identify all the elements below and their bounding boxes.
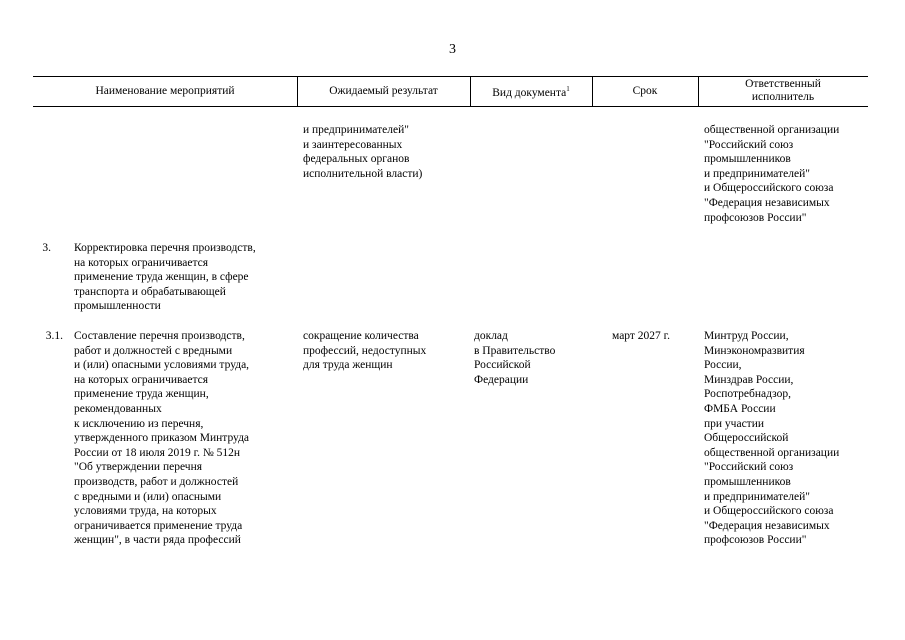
header-col-executor [698, 76, 868, 106]
header-col-result-label: Ожидаемый результат [329, 84, 438, 97]
header-col-name [33, 76, 297, 106]
footnote-marker: 1 [566, 84, 570, 93]
header-col-name-label: Наименование мероприятий [95, 84, 235, 97]
header-col-document [470, 76, 592, 106]
row-3-number: 3. [42, 242, 51, 254]
row-3-1-number: 3.1. [45, 330, 63, 342]
row-3-1-executor: Минтруд России, Минэкономразвития России, Минздрав России, Роспотребнадзор, ФМБА России при участии Общероссийской общественной организации "Российский союз промышленников и предпринимателей" и Общероссийского союза "Федерация независимых профсоюзов России" [704, 330, 840, 547]
continuation-result: и предпринимателей" и заинтересованных федеральных органов исполнительной власти) [303, 124, 423, 180]
header-col-result [297, 76, 470, 106]
row-3-1-deadline: март 2027 г. [612, 330, 670, 342]
row-3-1-document: доклад в Правительство Российской Федерации [474, 330, 556, 386]
row-3-name: Корректировка перечня производств, на которых ограничивается применение труда женщин, в сфере транспорта и обрабатывающей промышленности [74, 242, 256, 313]
header-col-deadline [592, 76, 698, 106]
header-col-executor-label: Ответственный исполнитель [745, 78, 821, 103]
header-col-document-label [492, 83, 569, 100]
header-bottom-rule [33, 106, 868, 107]
header-col-deadline-label: Срок [632, 84, 658, 97]
row-3-1-name: Составление перечня производств, работ и должностей с вредными и (или) опасными условиями труда, на которых ограничивается применение труда женщин, рекомендованных к исключению из перечня, утвержденного приказом Минтруда России от 18 июля 2019 г. № 512н "Об утверждении перечня производств, работ и должностей с вредными и (или) опасными условиями труда, на которых ограничивается применение труда женщин", в части ряда профессий [74, 330, 250, 547]
row-3-1-result: сокращение количества профессий, недоступных для труда женщин [303, 330, 427, 372]
page-number: 3 [449, 42, 456, 57]
continuation-executor: общественной организации "Российский союз промышленников и предпринимателей" и Общероссийского союза "Федерация независимых профсоюзов России" [704, 124, 840, 224]
header-col-document-text: Вид документа [492, 86, 567, 99]
